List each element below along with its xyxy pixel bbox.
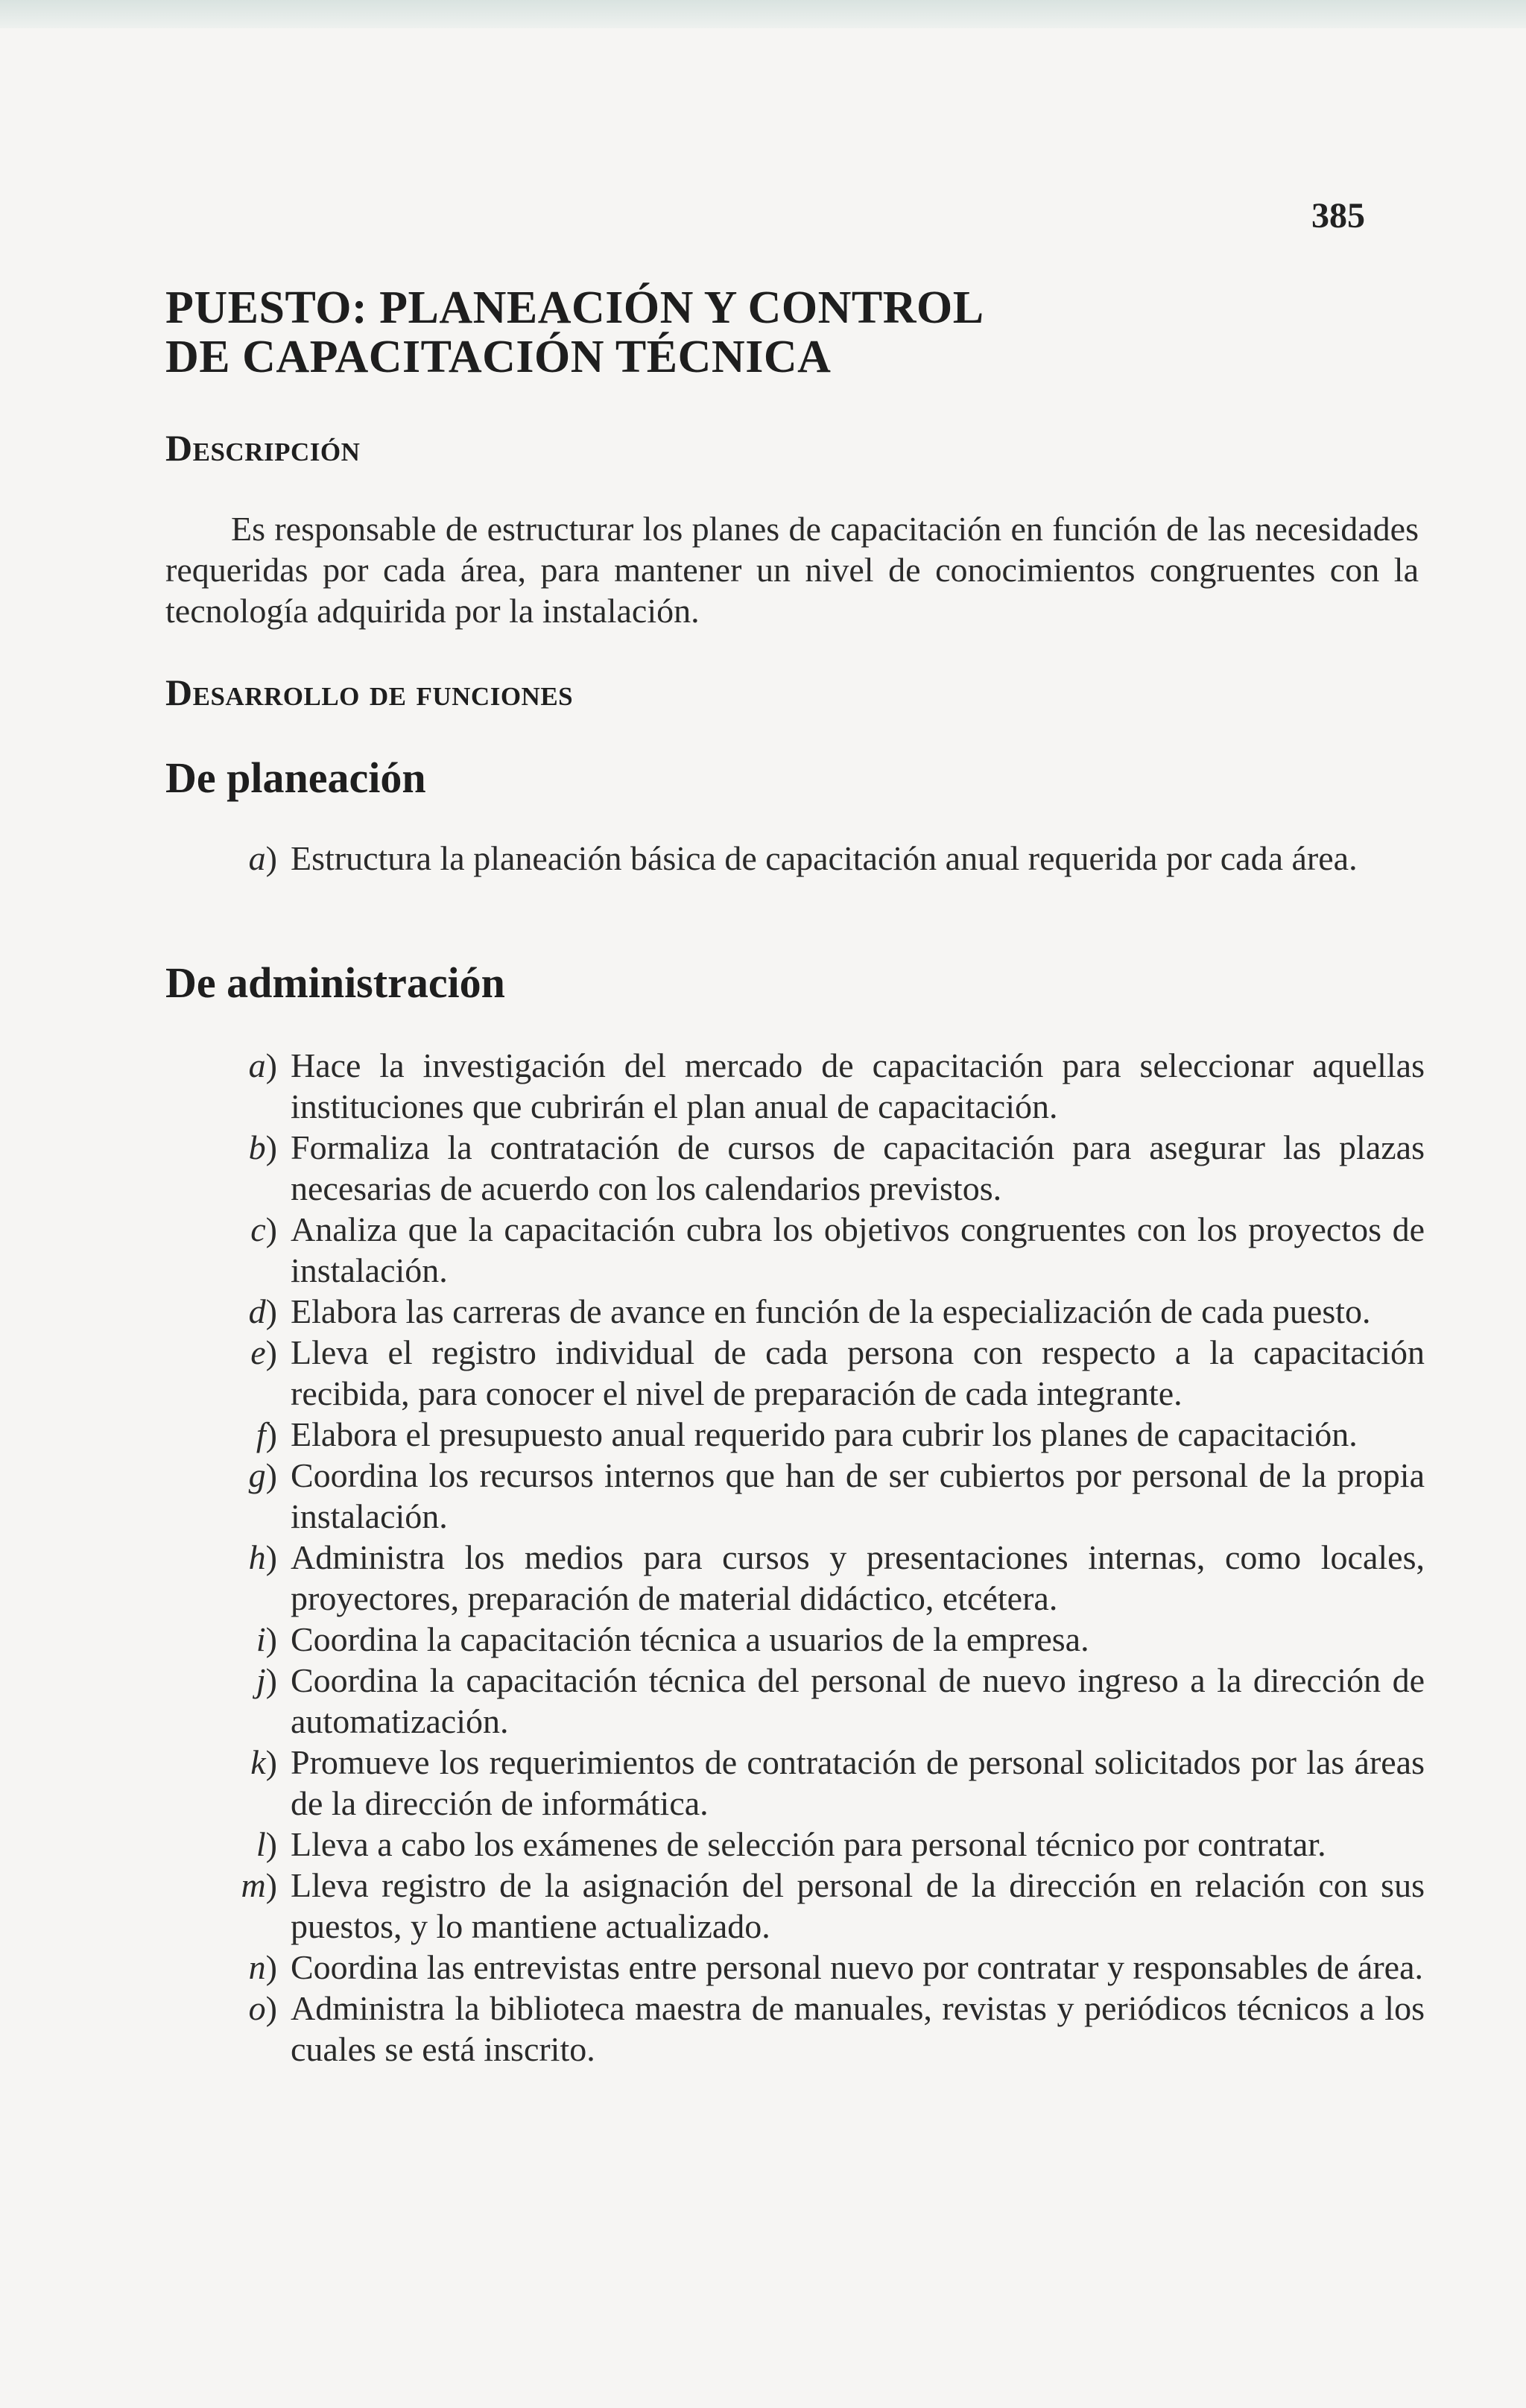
subheading-planeacion: De planeación <box>165 753 426 802</box>
list-item-text: Coordina los recursos internos que han de ser cubiertos por personal de la propia instalación. <box>291 1456 1425 1535</box>
list-item-text: Coordina las entrevistas entre personal nuevo por contratar y responsables de área. <box>291 1948 1423 1986</box>
list-item-text: Coordina la capacitación técnica del personal de nuevo ingreso a la dirección de automatización. <box>291 1661 1425 1740</box>
list-marker: g) <box>248 1456 277 1494</box>
list-item-text: Elabora las carreras de avance en función de la especialización de cada puesto. <box>291 1292 1371 1330</box>
list-item <box>165 1947 1425 1988</box>
subheading-administracion: De administración <box>165 958 505 1007</box>
descripcion-paragraph: Es responsable de estructurar los planes de capacitación en función de las necesidades requeridas por cada área, para mantener un nivel de conocimientos congruentes con la tecnología adquirida por la instalación. <box>165 510 1419 630</box>
list-item-text: Coordina la capacitación técnica a usuarios de la empresa. <box>291 1620 1089 1658</box>
list-marker: f) <box>256 1415 277 1453</box>
administracion-list <box>165 1045 1425 2070</box>
section-heading-descripcion: Descripción <box>165 427 361 469</box>
list-marker: a) <box>248 839 277 877</box>
page-number: 385 <box>1311 196 1365 236</box>
list-marker: m) <box>241 1866 277 1904</box>
list-item-text: Analiza que la capacitación cubra los objetivos congruentes con los proyectos de instalación. <box>291 1210 1425 1289</box>
list-item-text: Estructura la planeación básica de capacitación anual requerida por cada área. <box>291 839 1358 877</box>
scan-top-edge <box>0 0 1526 28</box>
section-heading-desarrollo: Desarrollo de funciones <box>165 671 574 713</box>
planeacion-list <box>165 838 1425 879</box>
page-title <box>165 283 1283 382</box>
list-item-text: Hace la investigación del mercado de capacitación para seleccionar aquellas instituciones que cubrirán el plan anual de capacitación. <box>291 1046 1425 1125</box>
list-marker: k) <box>250 1743 277 1781</box>
list-item <box>165 1414 1425 1455</box>
list-marker: o) <box>248 1989 277 2027</box>
list-item <box>165 1865 1425 1947</box>
list-item-text: Administra los medios para cursos y presentaciones internas, como locales, proyectores, preparación de material didáctico, etcétera. <box>291 1538 1425 1617</box>
list-marker: e) <box>250 1333 277 1371</box>
list-item <box>165 1209 1425 1291</box>
list-marker: b) <box>248 1128 277 1166</box>
list-item <box>165 838 1425 879</box>
list-marker: i) <box>256 1620 277 1658</box>
list-item-text: Promueve los requerimientos de contratación de personal solicitados por las áreas de la dirección de informática. <box>291 1743 1425 1822</box>
list-item-text: Lleva registro de la asignación del personal de la dirección en relación con sus puestos, y lo mantiene actualizado. <box>291 1866 1425 1945</box>
list-item <box>165 1660 1425 1742</box>
list-item <box>165 1742 1425 1824</box>
list-item <box>165 1988 1425 2070</box>
list-item-text: Lleva a cabo los exámenes de selección para personal técnico por contratar. <box>291 1825 1326 1863</box>
list-marker: h) <box>248 1538 277 1576</box>
list-marker: a) <box>248 1046 277 1084</box>
list-item <box>165 1824 1425 1865</box>
list-item-text: Formaliza la contratación de cursos de capacitación para asegurar las plazas necesarias de acuerdo con los calendarios previstos. <box>291 1128 1425 1207</box>
page-title-line-2: DE CAPACITACIÓN TÉCNICA <box>165 332 832 382</box>
list-marker: j) <box>256 1661 277 1699</box>
list-item <box>165 1127 1425 1209</box>
list-marker: l) <box>256 1825 277 1863</box>
list-item <box>165 1332 1425 1414</box>
list-item <box>165 1537 1425 1619</box>
list-item <box>165 1045 1425 1127</box>
list-marker: d) <box>248 1292 277 1330</box>
list-item-text: Administra la biblioteca maestra de manuales, revistas y periódicos técnicos a los cuales se está inscrito. <box>291 1989 1425 2068</box>
page-title-line-1: PUESTO: PLANEACIÓN Y CONTROL <box>165 282 984 333</box>
list-marker: c) <box>250 1210 277 1248</box>
list-marker: n) <box>248 1948 277 1986</box>
list-item-text: Elabora el presupuesto anual requerido para cubrir los planes de capacitación. <box>291 1415 1358 1453</box>
list-item-text: Lleva el registro individual de cada persona con respecto a la capacitación recibida, para conocer el nivel de preparación de cada integrante. <box>291 1333 1425 1412</box>
list-item <box>165 1291 1425 1332</box>
list-item <box>165 1619 1425 1660</box>
list-item <box>165 1455 1425 1537</box>
